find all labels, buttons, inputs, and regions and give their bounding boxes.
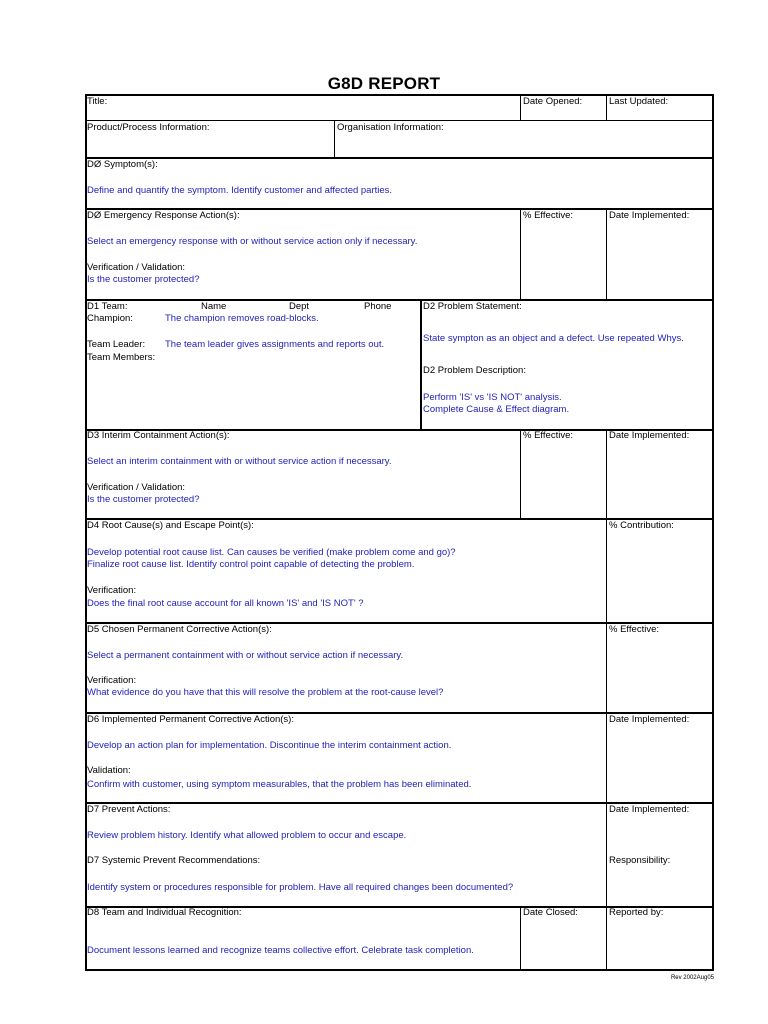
divider-line [606, 622, 607, 712]
divider-line [87, 120, 712, 121]
report-title: G8D REPORT [327, 74, 441, 93]
d1-col-name: Name [201, 301, 227, 312]
d0-emergency-label: DØ Emergency Response Action(s): [87, 210, 240, 221]
d0-effective-label: % Effective: [523, 210, 573, 221]
d6-instruction: Develop an action plan for implementation. Discontinue the interim containment action. [87, 740, 452, 751]
divider-line [87, 157, 712, 159]
divider-line [606, 802, 607, 906]
d0-emergency-instruction: Select an emergency response with or without service action only if necessary. [87, 236, 418, 247]
d6-validation-text: Confirm with customer, using symptom measurables, that the problem has been eliminated. [87, 779, 472, 790]
d3-date-implemented-label: Date Implemented: [609, 430, 690, 441]
title-field-label: Title: [87, 96, 108, 107]
divider-line [87, 299, 712, 301]
d7-systemic-instruction: Identify system or procedures responsible for problem. Have all required changes been documented? [87, 882, 514, 893]
d1-members-label: Team Members: [87, 352, 156, 363]
d1-champion-text: The champion removes road-blocks. [165, 313, 319, 324]
d8-instruction: Document lessons learned and recognize teams collective effort. Celebrate task completion. [87, 945, 474, 956]
divider-line [520, 429, 521, 518]
d2-statement-label: D2 Problem Statement: [423, 301, 522, 312]
d7-prevent-instruction: Review problem history. Identify what allowed problem to occur and escape. [87, 830, 407, 841]
revision-label: Rev 2002Aug05 [670, 975, 714, 981]
g8d-form [85, 94, 714, 971]
divider-line [520, 96, 521, 120]
d2-description-line1: Perform 'IS' vs 'IS NOT' analysis. [423, 392, 562, 403]
divider-line [520, 208, 521, 299]
d0-date-implemented-label: Date Implemented: [609, 210, 690, 221]
d8-reported-by-label: Reported by: [609, 907, 664, 918]
d7-responsibility-label: Responsibility: [609, 855, 671, 866]
divider-line [606, 429, 607, 518]
d3-verification-label: Verification / Validation: [87, 482, 186, 493]
divider-line [606, 712, 607, 802]
product-process-label: Product/Process Information: [87, 122, 210, 133]
d5-label: D5 Chosen Permanent Corrective Action(s): [87, 624, 272, 635]
d4-verification-question: Does the final root cause account for all known 'IS' and 'IS NOT' ? [87, 598, 364, 609]
d7-date-implemented-label: Date Implemented: [609, 804, 690, 815]
divider-line [606, 208, 607, 299]
d8-label: D8 Team and Individual Recognition: [87, 907, 242, 918]
d6-validation-label: Validation: [87, 765, 131, 776]
d0-verification-label: Verification / Validation: [87, 262, 186, 273]
date-opened-label: Date Opened: [523, 96, 583, 107]
d3-verification-question: Is the customer protected? [87, 494, 200, 505]
divider-line [520, 906, 521, 969]
d3-instruction: Select an interim containment with or without service action if necessary. [87, 456, 392, 467]
last-updated-label: Last Updated: [609, 96, 669, 107]
d4-instruction-line2: Finalize root cause list. Identify control point capable of detecting the problem. [87, 559, 415, 570]
d5-verification-question: What evidence do you have that this will resolve the problem at the root-cause level? [87, 687, 444, 698]
d8-date-closed-label: Date Closed: [523, 907, 578, 918]
d1-team-label: D1 Team: [87, 301, 128, 312]
d1-leader-text: The team leader gives assignments and reports out. [165, 339, 385, 350]
d4-verification-label: Verification: [87, 585, 137, 596]
d5-verification-label: Verification: [87, 675, 137, 686]
d4-contribution-label: % Contribution: [609, 520, 674, 531]
d4-instruction-line1: Develop potential root cause list. Can causes be verified (make problem come and go)? [87, 547, 456, 558]
d1-champion-label: Champion: [87, 313, 133, 324]
d4-label: D4 Root Cause(s) and Escape Point(s): [87, 520, 254, 531]
d1-col-phone: Phone [364, 301, 392, 312]
divider-line [606, 96, 607, 120]
d0-symptom-label: DØ Symptom(s): [87, 159, 158, 170]
d7-prevent-label: D7 Prevent Actions: [87, 804, 171, 815]
d3-effective-label: % Effective: [523, 430, 573, 441]
d6-label: D6 Implemented Permanent Corrective Action(s): [87, 714, 294, 725]
divider-line [606, 518, 607, 622]
d0-symptom-instruction: Define and quantify the symptom. Identify customer and affected parties. [87, 185, 393, 196]
d5-effective-label: % Effective: [609, 624, 659, 635]
divider-line [334, 120, 335, 157]
d6-date-implemented-label: Date Implemented: [609, 714, 690, 725]
d0-verification-question: Is the customer protected? [87, 274, 200, 285]
d2-statement-text: State sympton as an object and a defect. Use repeated Whys. [423, 333, 684, 344]
d1-leader-label: Team Leader: [87, 339, 146, 350]
d3-label: D3 Interim Containment Action(s): [87, 430, 230, 441]
d2-description-label: D2 Problem Description: [423, 365, 526, 376]
divider-line [420, 299, 422, 429]
d1-col-dept: Dept [289, 301, 310, 312]
d7-systemic-label: D7 Systemic Prevent Recommendations: [87, 855, 261, 866]
divider-line [606, 906, 607, 969]
d5-instruction: Select a permanent containment with or without service action if necessary. [87, 650, 404, 661]
organisation-label: Organisation Information: [337, 122, 444, 133]
d2-description-line2: Complete Cause & Effect diagram. [423, 404, 570, 415]
